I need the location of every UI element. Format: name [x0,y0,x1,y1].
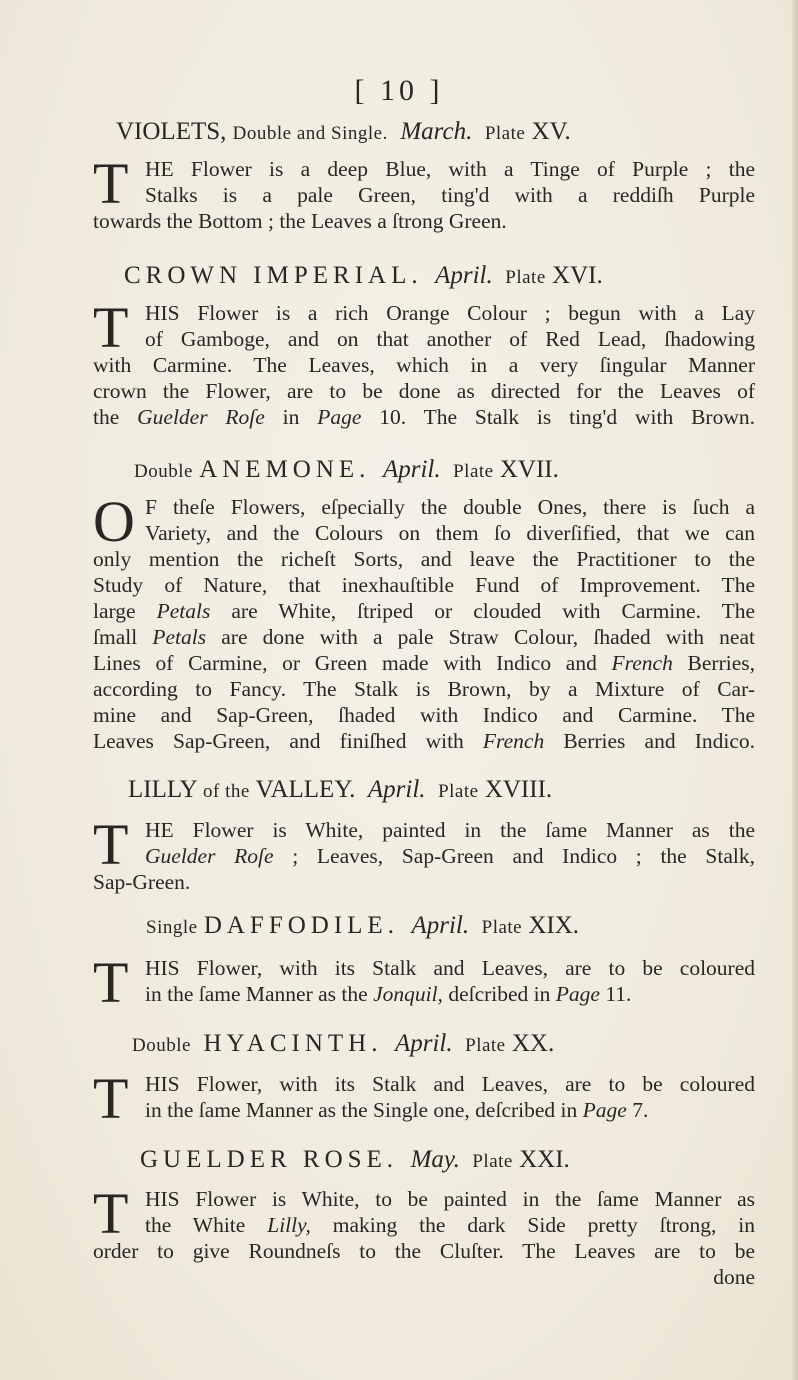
paragraph-lilly-of-the-valley: T HE Flower is White, painted in the ſame Manner as the Guelder Roſe ; Leaves, Sap-Green and Indico ; the Stalk, Sap-Green. [93,812,755,894]
drop-cap: T [93,1066,129,1131]
page-number: [ 10 ] [354,74,444,107]
heading-violets: VIOLETS, Double and Single. March. Plate XV. [116,118,571,145]
drop-cap: T [93,295,129,360]
drop-cap: O [93,489,135,554]
paragraph-hyacinth: T HIS Flower, with its Stalk and Leaves, are to be coloured in the ſame Manner as the Single one, deſcribed in Page 7. [93,1066,755,1131]
paragraph-guelder-rose: T HIS Flower is White, to be painted in the ſame Manner as the White Lilly, making the dark Side pretty ſtrong, in order to give Roundneſs to the Cluſter. The Leaves are to be done [93,1181,755,1289]
paragraph-daffodile: T HIS Flower, with its Stalk and Leaves, are to be coloured in the ſame Manner as the Jonquil, deſcribed in Page 11. [93,950,755,1015]
paragraph-anemone: O F theſe Flowers, eſpecially the double Ones, there is ſuch a Variety, and the Colours on them ſo diverſified, that we can only mention the richeſt Sorts, and leave the Practitioner to the Study of Nature, that inexhauſtible Fund of Improvement. The large Petals are White, ſtriped or clouded with Carmine. The ſmall Petals are done with a pale Straw Colour, ſhaded with neat Lines of Carmine, or Green made with Indico and French Berries, according to Fancy. The Stalk is Brown, by a Mixture of Car- mine and Sap-Green, ſhaded with Indico and Carmine. The Leaves Sap-Green, and finiſhed with French Berries and Indico. [93,489,756,753]
heading-anemone: Double ANEMONE. April. Plate XVII. [134,456,559,483]
drop-cap: T [93,950,129,1015]
paragraph-violets: T HE Flower is a deep Blue, with a Tinge of Purple ; the Stalks is a pale Green, ting'd with a reddiſh Purple towards the Bottom ; the Leaves a ſtrong Green. [93,151,755,233]
drop-cap: T [93,812,129,877]
drop-cap: T [93,1181,129,1246]
catchword: done [713,1265,755,1289]
heading-lilly-of-the-valley: LILLY of the VALLEY. April. Plate XVIII. [128,776,553,803]
drop-cap: T [93,151,129,216]
heading-crown-imperial: CROWN IMPERIAL. April. Plate XVI. [124,262,603,289]
paragraph-crown-imperial: T HIS Flower is a rich Orange Colour ; begun with a Lay of Gamboge, and on that another of Red Lead, ſhadowing with Carmine. The Leaves, which in a very ſingular Manner crown the Flower, are to be done as directed for the Leaves of the Guelder Roſe in Page 10. The Stalk is ting'd with Brown. [93,295,755,429]
heading-daffodile: Single DAFFODILE. April. Plate XIX. [146,912,580,939]
heading-guelder-rose: GUELDER ROSE. May. Plate XXI. [140,1146,570,1173]
heading-hyacinth: Double HYACINTH. April. Plate XX. [132,1030,555,1057]
